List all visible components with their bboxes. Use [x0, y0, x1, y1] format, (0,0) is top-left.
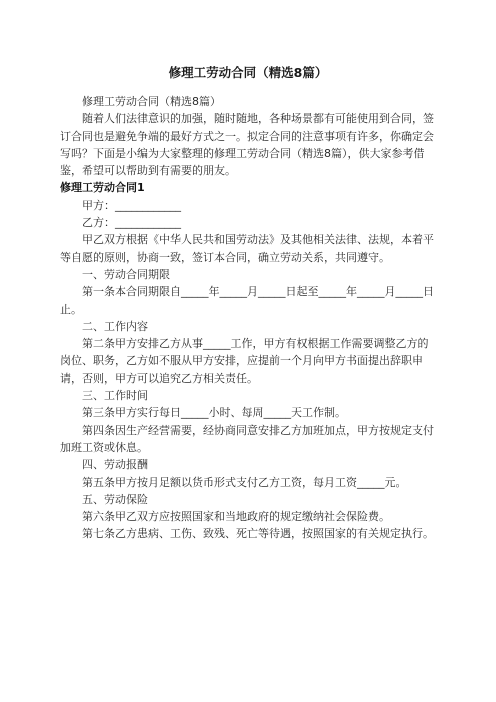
paragraph: 乙方：____________ — [82, 216, 181, 230]
paragraph: 第二条甲方安排乙方从事_____工作，甲方有权根据工作需要调整乙方的岗位、职务，乙方如不服从甲方安排，应提前一个月向甲方书面提出辞职申请，否则，甲方可以追究乙方相关责任。 — [60, 337, 429, 385]
paragraph: 第一条本合同期限自_____年_____月_____日起至_____年_____月_____日止。 — [60, 285, 434, 316]
document-body — [60, 93, 438, 543]
paragraph: 五、劳动保险 — [82, 492, 148, 506]
paragraph: 修理工劳动合同（精选8篇） — [82, 95, 221, 108]
paragraph: 一、劳动合同期限 — [82, 267, 170, 281]
paragraph: 甲乙双方根据《中华人民共和国劳动法》及其他相关法律、法规，本着平等自愿的原则，协商一致，签订本合同，确立劳动关系，共同遵守。 — [60, 233, 434, 264]
paragraph: 第三条甲方实行每日_____小时、每周_____天工作制。 — [82, 406, 346, 420]
document-title: 修理工劳动合同（精选8篇） — [168, 65, 328, 80]
paragraph: 二、工作内容 — [82, 319, 148, 333]
paragraph: 第四条因生产经营需要，经协商同意安排乙方加班加点，甲方按规定支付加班工资或休息。 — [60, 423, 434, 454]
paragraph: 甲方：____________ — [82, 198, 181, 212]
section-heading: 修理工劳动合同1 — [60, 181, 145, 195]
paragraph: 第七条乙方患病、工伤、致残、死亡等待遇，按照国家的有关规定执行。 — [82, 527, 434, 541]
paragraph: 第五条甲方按月足额以货币形式支付乙方工资，每月工资_____元。 — [82, 475, 407, 489]
paragraph: 随着人们法律意识的加强，随时随地，各种场景都有可能使用到合同，签订合同也是避免争端的最好方式之一。拟定合同的注意事项有许多，你确定会写吗？下面是小编为大家整理的修理工劳动合同（精选8篇），供大家参考借鉴，希望可以帮助到有需要的朋友。 — [60, 112, 434, 178]
paragraph: 四、劳动报酬 — [82, 458, 148, 472]
paragraph: 第六条甲乙双方应按照国家和当地政府的规定缴纳社会保险费。 — [82, 510, 390, 524]
paragraph: 三、工作时间 — [82, 389, 148, 403]
